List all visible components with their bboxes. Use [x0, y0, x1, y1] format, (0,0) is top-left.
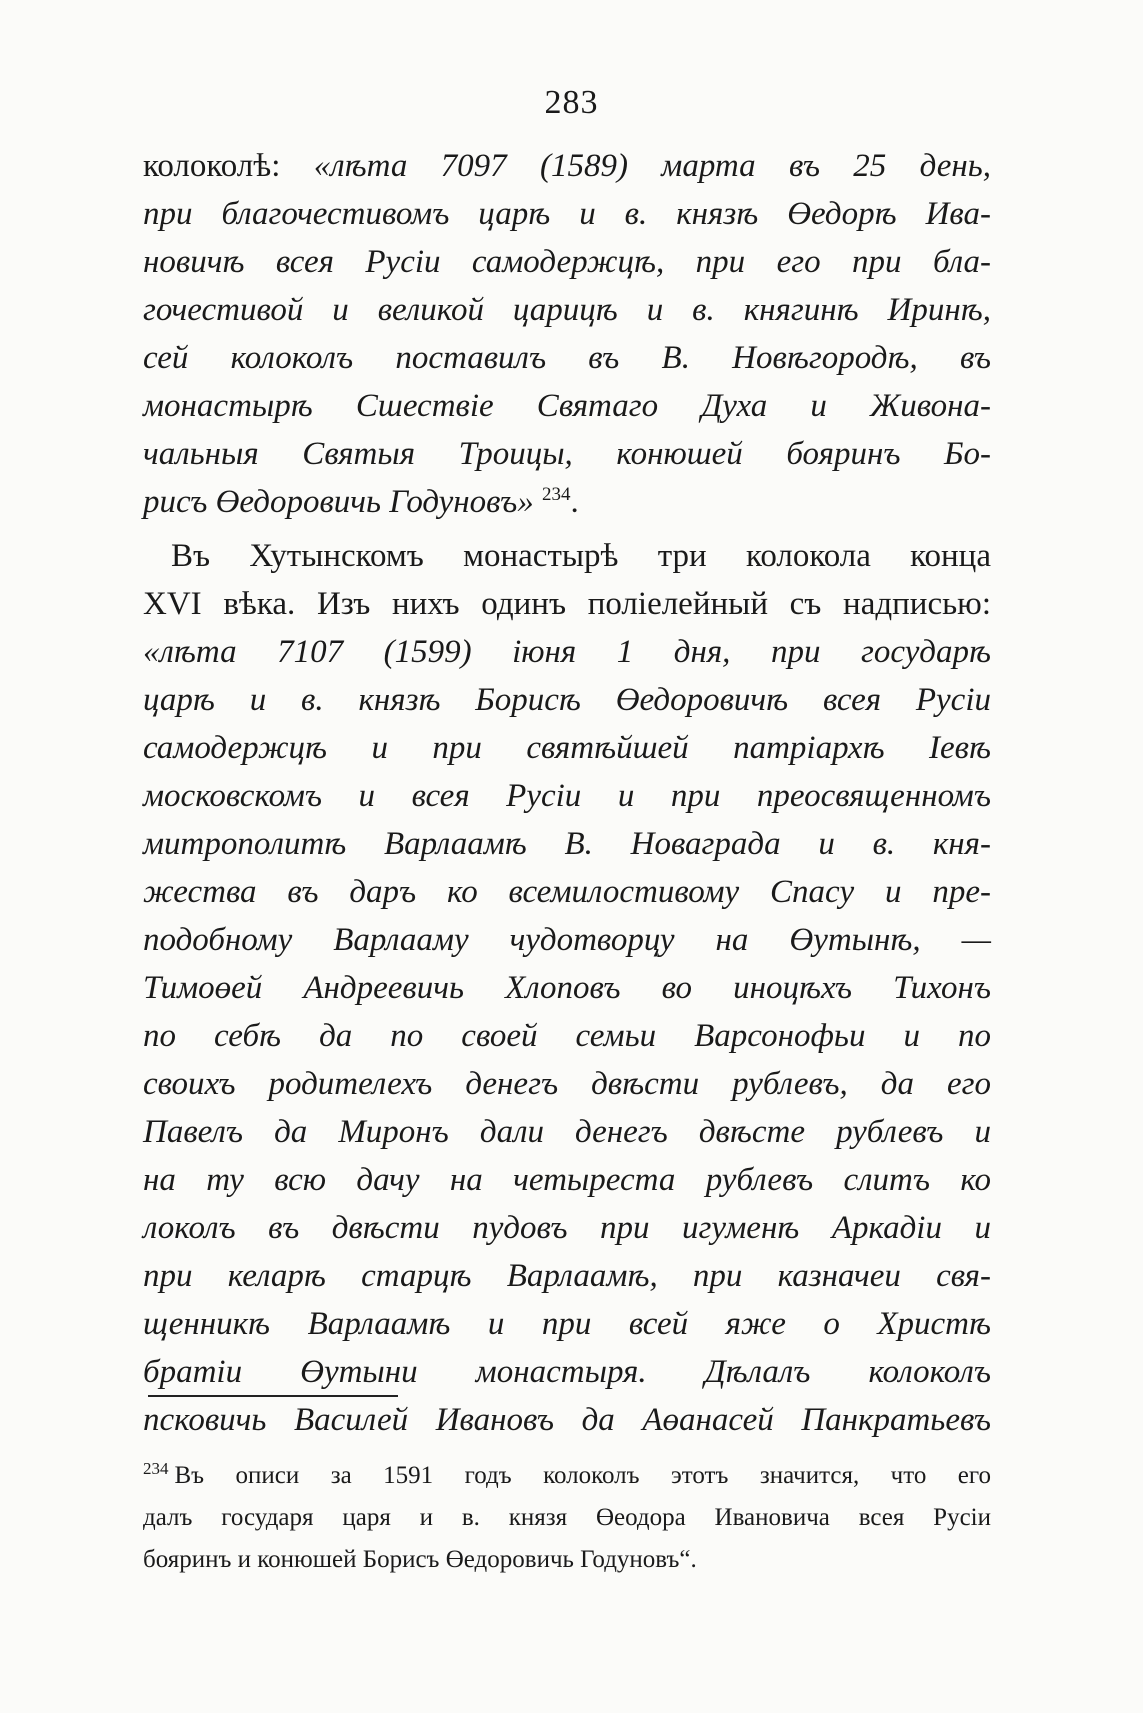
- main-text: [143, 142, 991, 1444]
- text-line: царѣ и в. князѣ Борисѣ Өедоровичѣ всея Русіи: [143, 682, 991, 718]
- text-line: «лѣта 7107 (1599) іюня 1 дня, при государѣ: [143, 634, 991, 670]
- text-line: XVI вѣка. Изъ нихъ одинъ поліелейный съ надписью:: [143, 586, 991, 622]
- text-run-italic: «лѣта 7097 (1589) марта въ 25 день,: [280, 148, 991, 184]
- footnote-text: Въ описи за 1591 годъ колоколъ этотъ значится, что его: [174, 1462, 991, 1489]
- text-line: московскомъ и всея Русіи и при преосвященномъ: [143, 778, 991, 814]
- text-line: Павелъ да Миронъ дали денегъ двѣсте рублевъ и: [143, 1114, 991, 1150]
- footnote: [143, 1455, 991, 1581]
- text-line: новичѣ всея Русіи самодержцѣ, при его при бла-: [143, 244, 991, 280]
- text-line: гочестивой и великой царицѣ и в. княгинѣ Иринѣ,: [143, 292, 991, 328]
- page-number: 283: [544, 84, 599, 121]
- text-line: щенникѣ Варлаамѣ и при всей яже о Христѣ: [143, 1306, 991, 1342]
- footnote-line: далъ государя царя и в. князя Өеодора Ивановича всея Русіи: [143, 1504, 991, 1531]
- footnote-mark: 234: [143, 1458, 169, 1478]
- text-line: монастырѣ Сшествіе Святаго Духа и Живона-: [143, 388, 991, 424]
- footnote-line: [143, 1455, 991, 1497]
- text-line: самодержцѣ и при святѣйшей патріархѣ Іевѣ: [143, 730, 991, 766]
- text-line: на ту всю дачу на четыреста рублевъ слитъ ко: [143, 1162, 991, 1198]
- footnote-separator: [148, 1395, 398, 1397]
- text-line: Тимоөей Андреевичь Хлоповъ во иноцѣхъ Тихонъ: [143, 970, 991, 1006]
- text-run-italic: рисъ Өедоровичь Годуновъ»: [143, 484, 534, 520]
- text-line: [143, 142, 991, 190]
- footnote-line: бояринъ и конюшей Борисъ Өедоровичь Годуновъ“.: [143, 1546, 697, 1573]
- text-line: [143, 478, 991, 526]
- text-line: псковичь Василей Ивановъ да Аөанасей Панкратьевъ: [143, 1402, 991, 1438]
- text-line: чальныя Святыя Троицы, конюшей бояринъ Бо-: [143, 436, 991, 472]
- text-run: колоколѣ:: [143, 148, 281, 184]
- text-line: при келарѣ старцѣ Варлаамѣ, при казначеи свя-: [143, 1258, 991, 1294]
- text-line: своихъ родителехъ денегъ двѣсти рублевъ, да его: [143, 1066, 991, 1102]
- text-line: жества въ даръ ко всемилостивому Спасу и пре-: [143, 874, 991, 910]
- text-line: по себѣ да по своей семьи Варсонофьи и по: [143, 1018, 991, 1054]
- text-line: локолъ въ двѣсти пудовъ при игуменѣ Аркадіи и: [143, 1210, 991, 1246]
- text-line: при благочестивомъ царѣ и в. князѣ Өедорѣ Ива-: [143, 196, 991, 232]
- text-line: митрополитѣ Варлаамѣ В. Новаграда и в. кня-: [143, 826, 991, 862]
- text-line: сей колоколъ поставилъ въ В. Новѣгородѣ, въ: [143, 340, 991, 376]
- footnote-reference[interactable]: 234: [541, 484, 571, 505]
- text-run: .: [570, 484, 579, 520]
- text-line: братіи Өутыни монастыря. Дѣлалъ колоколъ: [143, 1354, 991, 1390]
- text-line: Въ Хутынскомъ монастырѣ три колокола конца: [171, 538, 991, 574]
- text-line: подобному Варлааму чудотворцу на Өутынѣ, —: [143, 922, 991, 958]
